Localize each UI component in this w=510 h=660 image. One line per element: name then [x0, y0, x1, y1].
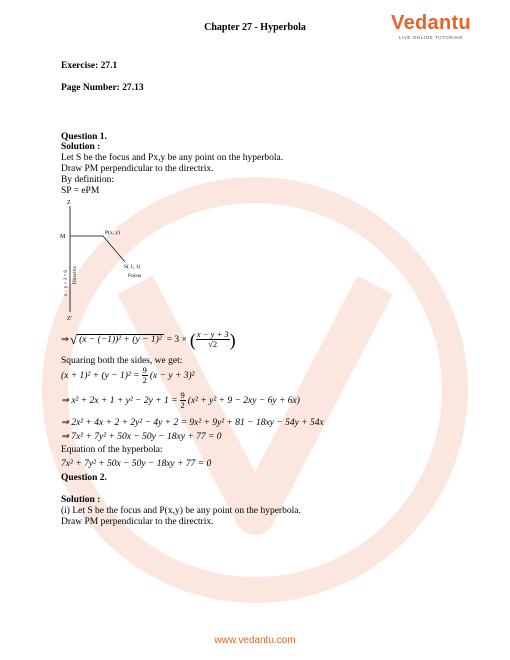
squaring-text: Squaring both the sides, we get: [61, 356, 183, 366]
label-focus: Focus [128, 273, 142, 279]
q1-line: Let S be the focus and Px,y be any point on the hyperbola. [61, 153, 284, 163]
q1-line: SP = ePM [61, 186, 100, 196]
q1-solution-label: Solution : [61, 142, 101, 152]
vedantu-logo[interactable] [376, 12, 486, 40]
q1-line: Draw PM perpendicular to the directrix. [61, 164, 214, 174]
hyperbola-equation: 7x² + 7y² + 50x − 50y − 18xy + 77 = 0 [61, 459, 212, 469]
q2-line: (i) Let S be the focus and P(x,y) be any point on the hyperbola. [61, 506, 301, 516]
logo-tagline: LIVE ONLINE TUTORING [398, 35, 464, 40]
directrix-diagram [58, 196, 168, 322]
q1-line: By definition: [61, 175, 115, 185]
logo-wordmark: Vedantu [391, 12, 471, 34]
q2-solution-label: Solution : [61, 495, 101, 505]
label-s: S( 1, 1) [124, 264, 141, 270]
label-m: M [60, 234, 66, 240]
q1-heading: Question 1. [61, 132, 107, 142]
equation-distance: ⇒ √ (x − (−1))² + (y − 1)² = 3 × ( x − y + 3 √2 ) [61, 329, 236, 350]
chapter-title: Chapter 27 - Hyperbola [204, 22, 306, 33]
q2-line: Draw PM perpendicular to the directrix. [61, 517, 214, 527]
label-directrix: Directrix [73, 265, 78, 284]
label-line-eq: x − y + 3 = 0 [64, 270, 69, 296]
equation-squared: (x + 1)² + (y − 1)² = $\frac{9}{2}$ (x − y + 3)² [61, 365, 195, 385]
page-number-label: Page Number: 27.13 [61, 83, 144, 93]
footer-url[interactable]: www.vedantu.com [214, 635, 296, 646]
equation-expanded: ⇒ x² + 2x + 1 + y² − 2y + 1 = $\frac{9}{2}$ (x² + y² + 9 − 2xy − 6y + 6x) [61, 390, 300, 410]
label-z: Z [67, 200, 71, 206]
segment-sp [103, 236, 125, 262]
exercise-label: Exercise: 27.1 [61, 61, 118, 71]
hyperbola-eq-label: Equation of the hyperbola: [61, 445, 163, 455]
equation-step-5: ⇒ 7x² + 7y² + 50x − 50y − 18xy + 77 = 0 [61, 432, 222, 442]
q2-heading: Question 2. [61, 473, 107, 483]
equation-step-4: ⇒ 2x² + 4x + 2 + 2y² − 4y + 2 = 9x² + 9y² + 81 − 18xy − 54y + 54x [61, 418, 324, 428]
label-p: P(x, y) [105, 230, 120, 236]
label-z-prime: Z' [67, 316, 72, 322]
